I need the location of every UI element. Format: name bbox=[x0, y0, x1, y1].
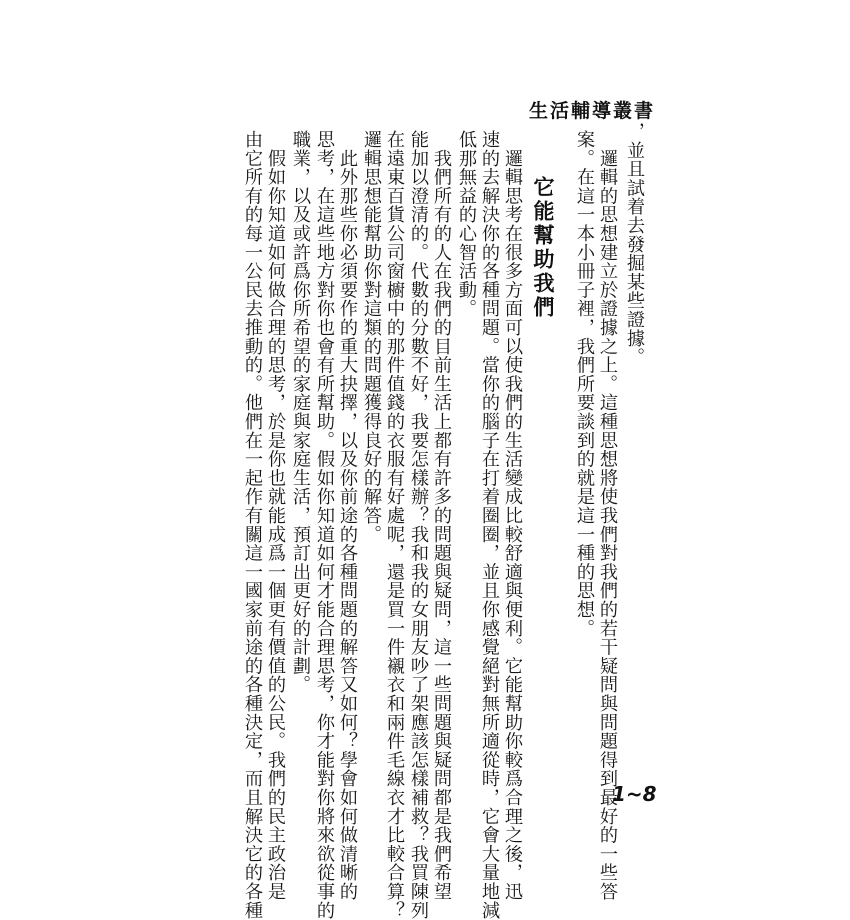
text-line-14: 假如你知道如何做合理的思考，於是你也就能成爲一個更有價值的公民。我們的民主政治是 bbox=[265, 130, 286, 901]
text-line-8: 能加以澄清的。代數的分數不好，我要怎樣辦？我和我的女朋友吵了架應該怎樣補救？我買陳列 bbox=[408, 130, 429, 920]
text-line-2: 邏輯的思想建立於證據之上。這種思想將使我們對我們的若干疑問與問題得到最好的一些答 bbox=[597, 130, 618, 901]
running-head-series-title: 生活輔導叢書 bbox=[528, 100, 655, 122]
section-heading: 它能幫助我們 bbox=[531, 176, 555, 320]
text-line-6: 低那無益的心智活動。 bbox=[456, 130, 477, 318]
text-line-3: 案。在這一本小冊子裡，我們所要談到的就是這一種的思想。 bbox=[574, 130, 595, 638]
text-line-9: 在遠東百貨公司窗櫥中的那件值錢的衣服有好處呢，還是買一件襯衣和兩件毛線衣才比較合算？ bbox=[384, 130, 405, 920]
text-line-7: 我們所有的人在我們的目前生活上都有許多的問題與疑問，這一些問題與疑問都是我們希望 bbox=[431, 130, 452, 901]
text-line-5: 速的去解決你的各種問題。當你的腦子在打着圈圈，並且你感覺絕對無所適從時，它會大量地減 bbox=[479, 130, 500, 920]
text-line-12: 思考，在這些地方對你也會有所幫助。假如你知道如何才能合理思考，你才能對你將來欲從事的 bbox=[314, 130, 335, 920]
text-line-1: ，並且試着去發掘某些證據。 bbox=[624, 122, 645, 367]
text-line-10: 邏輯思想能幫助你對這類的問題獲得良好的解答。 bbox=[361, 130, 382, 544]
text-line-11: 此外那些你必須要作的重大抉擇，以及你前途的各種問題的解答又如何？學會如何做清晰的 bbox=[337, 130, 358, 901]
page-number: 1~8 bbox=[612, 782, 657, 806]
text-line-13: 職業，以及或許爲你所希望的家庭與家庭生活，預訂出更好的計劃。 bbox=[290, 130, 311, 694]
text-line-4: 邏輯思考在很多方面可以使我們的生活變成比較舒適與便利。它能幫助你較爲合理之後，迅 bbox=[502, 130, 523, 901]
text-line-15: 由它所有的每一公民去推動的。他們在一起作有關這一國家前途的各種決定，而且解決它的各種 bbox=[242, 130, 263, 920]
